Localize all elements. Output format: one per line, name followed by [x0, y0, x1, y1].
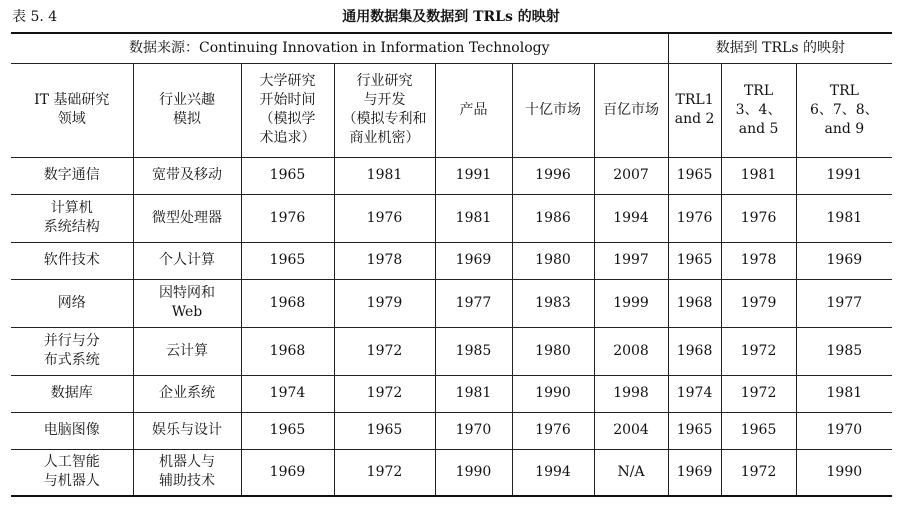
value-cell: 1976 — [241, 194, 334, 242]
value-cell: 1990 — [435, 449, 512, 496]
value-cell: 1981 — [796, 194, 892, 242]
column-header-row — [11, 63, 892, 157]
value-cell: 1997 — [594, 242, 668, 279]
value-cell: 1965 — [241, 242, 334, 279]
value-cell: 1981 — [334, 157, 435, 194]
value-cell: 1981 — [435, 375, 512, 412]
col-header-billion-market: 十亿市场 — [512, 63, 594, 157]
area-cell: 计算机 系统结构 — [11, 194, 133, 242]
value-cell: 1972 — [334, 375, 435, 412]
col-header-trl-1-2: TRL1 and 2 — [668, 63, 721, 157]
table-number: 表 5. 4 — [12, 9, 58, 25]
group-header-row — [11, 33, 892, 63]
value-cell: 1970 — [796, 412, 892, 449]
value-cell: 1972 — [721, 327, 796, 375]
area-cell: 人工智能 与机器人 — [11, 449, 133, 496]
table-row — [11, 375, 892, 412]
table-row — [11, 157, 892, 194]
value-cell: 1974 — [241, 375, 334, 412]
value-cell: 1976 — [512, 412, 594, 449]
value-cell: 1965 — [334, 412, 435, 449]
value-cell: 1968 — [668, 327, 721, 375]
table-row — [11, 327, 892, 375]
table-row — [11, 194, 892, 242]
source-group-header: 数据来源：Continuing Innovation in Information Technology — [11, 33, 668, 63]
col-header-trl-3-5: TRL 3、4、 and 5 — [721, 63, 796, 157]
interest-cell: 微型处理器 — [133, 194, 241, 242]
interest-cell: 宽带及移动 — [133, 157, 241, 194]
interest-cell: 因特网和 Web — [133, 279, 241, 327]
col-header-industry-rd: 行业研究 与开发 （模拟专利和 商业机密） — [334, 63, 435, 157]
value-cell: 1994 — [512, 449, 594, 496]
interest-cell: 娱乐与设计 — [133, 412, 241, 449]
value-cell: 1977 — [796, 279, 892, 327]
value-cell: 1980 — [512, 242, 594, 279]
col-header-university: 大学研究 开始时间 （模拟学 术追求） — [241, 63, 334, 157]
value-cell: 2007 — [594, 157, 668, 194]
value-cell: 1976 — [668, 194, 721, 242]
area-cell: 电脑图像 — [11, 412, 133, 449]
value-cell: 1978 — [721, 242, 796, 279]
value-cell: 1979 — [721, 279, 796, 327]
value-cell: 1965 — [721, 412, 796, 449]
value-cell: 1981 — [721, 157, 796, 194]
value-cell: 1986 — [512, 194, 594, 242]
value-cell: 1983 — [512, 279, 594, 327]
value-cell: 2008 — [594, 327, 668, 375]
value-cell: N/A — [594, 449, 668, 496]
value-cell: 1996 — [512, 157, 594, 194]
value-cell: 1969 — [796, 242, 892, 279]
mapping-group-header: 数据到 TRLs 的映射 — [668, 33, 892, 63]
value-cell: 1990 — [512, 375, 594, 412]
value-cell: 1974 — [668, 375, 721, 412]
interest-cell: 企业系统 — [133, 375, 241, 412]
area-cell: 并行与分 布式系统 — [11, 327, 133, 375]
area-cell: 数据库 — [11, 375, 133, 412]
value-cell: 1998 — [594, 375, 668, 412]
value-cell: 1979 — [334, 279, 435, 327]
value-cell: 1976 — [721, 194, 796, 242]
area-cell: 软件技术 — [11, 242, 133, 279]
value-cell: 1965 — [668, 412, 721, 449]
value-cell: 1972 — [721, 375, 796, 412]
value-cell: 1980 — [512, 327, 594, 375]
value-cell: 1965 — [241, 412, 334, 449]
value-cell: 1969 — [435, 242, 512, 279]
value-cell: 1968 — [668, 279, 721, 327]
value-cell: 1991 — [435, 157, 512, 194]
value-cell: 1999 — [594, 279, 668, 327]
col-header-interest: 行业兴趣 模拟 — [133, 63, 241, 157]
interest-cell: 云计算 — [133, 327, 241, 375]
col-header-product: 产品 — [435, 63, 512, 157]
interest-cell: 机器人与 辅助技术 — [133, 449, 241, 496]
value-cell: 1981 — [435, 194, 512, 242]
value-cell: 1985 — [796, 327, 892, 375]
table-row — [11, 449, 892, 496]
value-cell: 1994 — [594, 194, 668, 242]
table-caption — [0, 0, 902, 30]
col-header-area: IT 基础研究 领域 — [11, 63, 133, 157]
value-cell: 1968 — [241, 327, 334, 375]
table-row — [11, 412, 892, 449]
value-cell: 1972 — [334, 327, 435, 375]
value-cell: 1969 — [241, 449, 334, 496]
value-cell: 1965 — [668, 157, 721, 194]
table-title: 通用数据集及数据到 TRLs 的映射 — [342, 9, 560, 25]
value-cell: 1985 — [435, 327, 512, 375]
value-cell: 1991 — [796, 157, 892, 194]
table-row — [11, 242, 892, 279]
value-cell: 1977 — [435, 279, 512, 327]
value-cell: 1976 — [334, 194, 435, 242]
value-cell: 1970 — [435, 412, 512, 449]
value-cell: 1978 — [334, 242, 435, 279]
value-cell: 1972 — [721, 449, 796, 496]
col-header-ten-billion-market: 百亿市场 — [594, 63, 668, 157]
value-cell: 1981 — [796, 375, 892, 412]
value-cell: 1965 — [668, 242, 721, 279]
col-header-trl-6-9: TRL 6、7、8、 and 9 — [796, 63, 892, 157]
area-cell: 网络 — [11, 279, 133, 327]
value-cell: 1990 — [796, 449, 892, 496]
area-cell: 数字通信 — [11, 157, 133, 194]
value-cell: 2004 — [594, 412, 668, 449]
value-cell: 1972 — [334, 449, 435, 496]
value-cell: 1969 — [668, 449, 721, 496]
interest-cell: 个人计算 — [133, 242, 241, 279]
value-cell: 1968 — [241, 279, 334, 327]
value-cell: 1965 — [241, 157, 334, 194]
table-row — [11, 279, 892, 327]
trl-mapping-table — [11, 32, 892, 497]
